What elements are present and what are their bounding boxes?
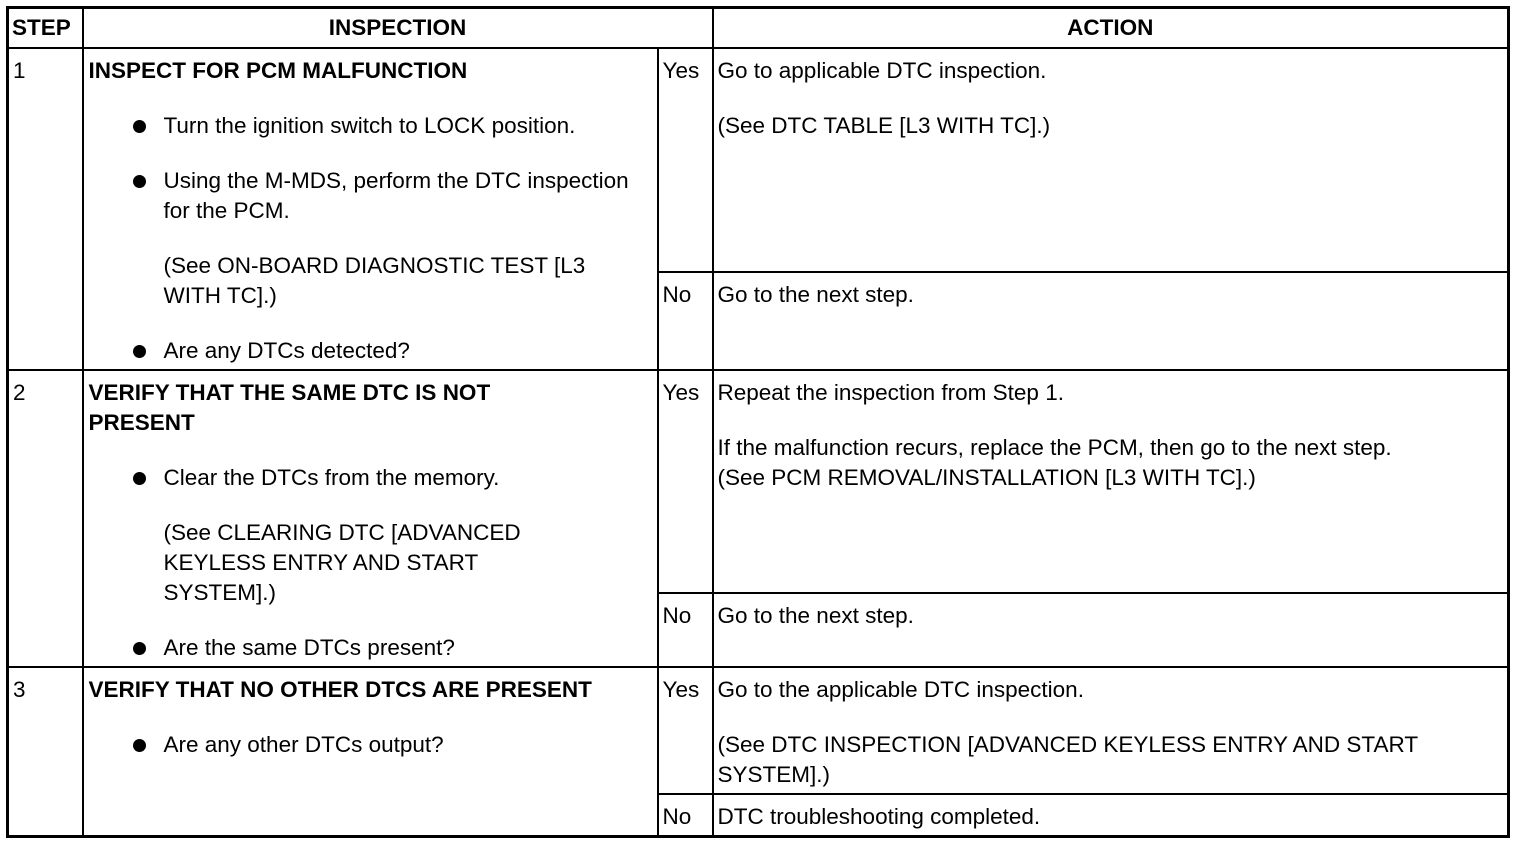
yes-label: Yes bbox=[658, 370, 713, 593]
yes-action bbox=[713, 667, 1509, 794]
step-1-inspection bbox=[83, 48, 658, 370]
bullet-text: Turn the ignition switch to LOCK position. bbox=[163, 113, 576, 138]
troubleshooting-table bbox=[6, 6, 1510, 838]
no-label: No bbox=[658, 593, 713, 667]
step-3-yes-row bbox=[8, 667, 1509, 794]
bullet-text: Using the M-MDS, perform the DTC inspection for the PCM. bbox=[163, 168, 629, 223]
bullet-icon bbox=[133, 739, 146, 752]
no-action: Go to the next step. bbox=[713, 272, 1509, 370]
action-text: If the malfunction recurs, replace the PCM, then go to the next step. bbox=[717, 435, 1392, 460]
bullet-item bbox=[89, 730, 653, 760]
action-text: Repeat the inspection from Step 1. bbox=[717, 380, 1064, 405]
step-title: INSPECT FOR PCM MALFUNCTION bbox=[88, 58, 468, 83]
yes-action bbox=[713, 370, 1509, 593]
step-number: 3 bbox=[8, 667, 83, 836]
action-reference: (See DTC INSPECTION [ADVANCED KEYLESS ENTRY AND START SYSTEM].) bbox=[717, 732, 1418, 787]
bullet-icon bbox=[133, 175, 146, 188]
question-text: Are the same DTCs present? bbox=[163, 635, 455, 660]
bullet-item bbox=[89, 111, 653, 141]
bullet-icon bbox=[133, 472, 146, 485]
yes-label: Yes bbox=[658, 48, 713, 272]
bullet-item bbox=[89, 336, 653, 366]
reference-note: (See ON-BOARD DIAGNOSTIC TEST [L3 WITH TC].) bbox=[163, 253, 586, 308]
action-text: Go to the applicable DTC inspection. bbox=[717, 677, 1084, 702]
step-column-header: STEP bbox=[8, 8, 83, 49]
bullet-item bbox=[89, 463, 653, 493]
no-action: DTC troubleshooting completed. bbox=[713, 794, 1509, 836]
step-3-inspection bbox=[83, 667, 658, 836]
step-1-yes-row bbox=[8, 48, 1509, 272]
action-column-header: ACTION bbox=[713, 8, 1509, 49]
bullet-icon bbox=[133, 642, 146, 655]
yes-label: Yes bbox=[658, 667, 713, 794]
step-number: 1 bbox=[8, 48, 83, 370]
question-text: Are any other DTCs output? bbox=[163, 732, 444, 757]
action-reference: (See PCM REMOVAL/INSTALLATION [L3 WITH TC].) bbox=[717, 465, 1256, 490]
yes-action bbox=[713, 48, 1509, 272]
step-title: VERIFY THAT THE SAME DTC IS NOT PRESENT bbox=[88, 380, 491, 435]
no-label: No bbox=[658, 272, 713, 370]
action-reference: (See DTC TABLE [L3 WITH TC].) bbox=[717, 113, 1051, 138]
step-title: VERIFY THAT NO OTHER DTCS ARE PRESENT bbox=[88, 677, 592, 702]
no-label: No bbox=[658, 794, 713, 836]
inspection-column-header: INSPECTION bbox=[83, 8, 713, 49]
step-2-inspection bbox=[83, 370, 658, 667]
reference-note: (See CLEARING DTC [ADVANCED KEYLESS ENTRY AND START SYSTEM].) bbox=[163, 520, 521, 605]
bullet-item bbox=[89, 633, 653, 663]
step-number: 2 bbox=[8, 370, 83, 667]
no-action: Go to the next step. bbox=[713, 593, 1509, 667]
action-text: Go to applicable DTC inspection. bbox=[717, 58, 1047, 83]
step-2-yes-row bbox=[8, 370, 1509, 593]
bullet-item bbox=[89, 166, 653, 226]
bullet-icon bbox=[133, 120, 146, 133]
bullet-icon bbox=[133, 345, 146, 358]
header-row bbox=[8, 8, 1509, 49]
question-text: Are any DTCs detected? bbox=[163, 338, 410, 363]
bullet-text: Clear the DTCs from the memory. bbox=[163, 465, 500, 490]
